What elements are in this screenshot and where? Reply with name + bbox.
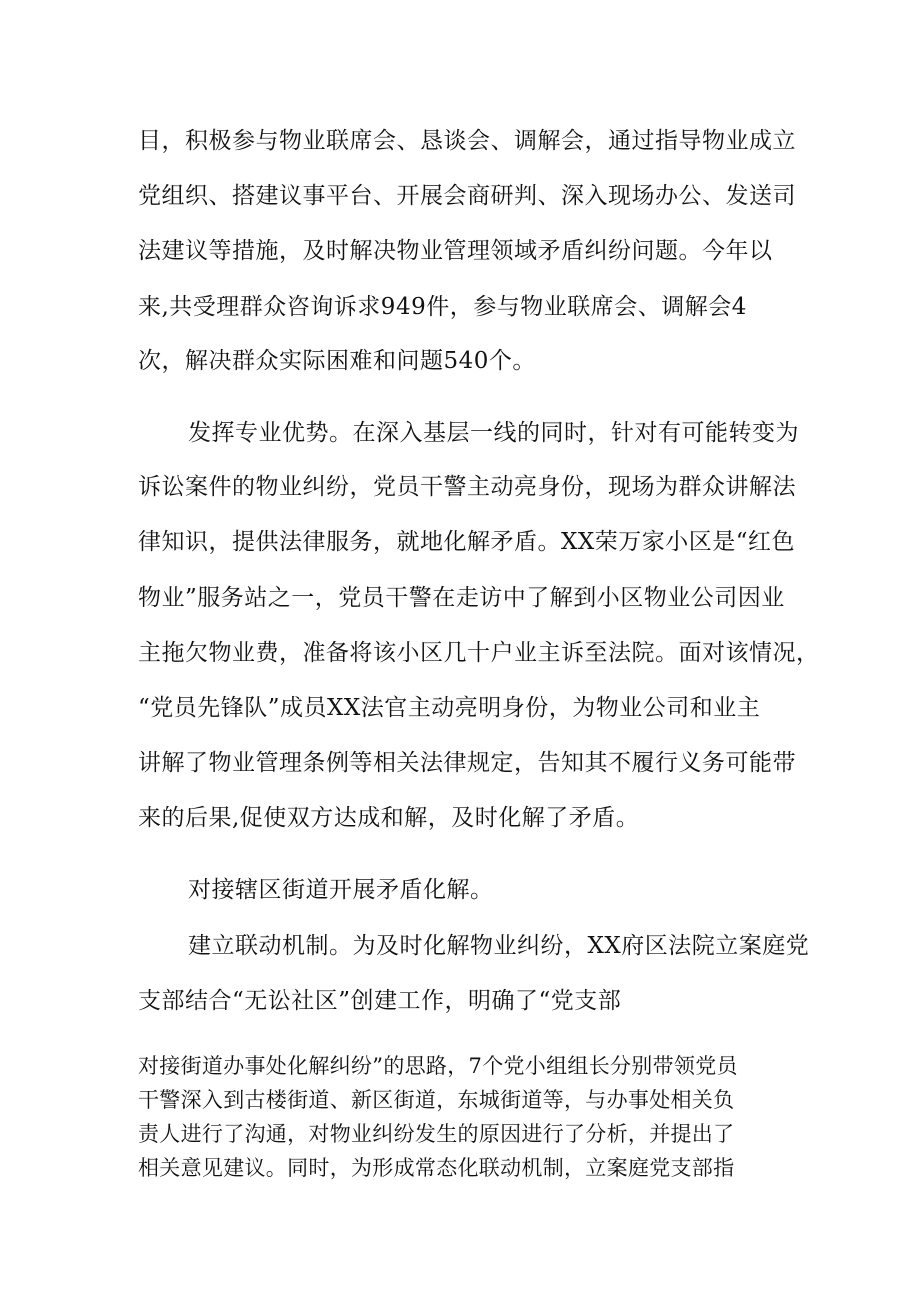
paragraph-2-line-5: 主拖欠物业费，准备将该小区几十户业主诉至法院。面对该情况，	[138, 640, 820, 666]
paragraph-1-line-2: 党组织、搭建议事平台、开展会商研判、深入现场办公、发送司	[138, 183, 796, 209]
paragraph-2-line-6: “党员先锋队”成员XX法官主动亮明身份，为物业公司和业主	[138, 695, 761, 721]
paragraph-3-line-1: 建立联动机制。为及时化解物业纠纷，XX府区法院立案庭党	[188, 933, 810, 959]
paragraph-2-line-4: 物业”服务站之一，党员干警在走访中了解到小区物业公司因业	[138, 585, 785, 611]
paragraph-2-line-2: 诉讼案件的物业纠纷，党员干警主动亮身份，现场为群众讲解法	[138, 474, 796, 500]
paragraph-2-line-8: 来的后果,促使双方达成和解，及时化解了矛盾。	[138, 805, 640, 831]
paragraph-1-line-5: 次，解决群众实际困难和问题540个。	[138, 348, 536, 374]
paragraph-1-line-3: 法建议等措施，及时解决物业管理领域矛盾纠纷问题。今年以	[138, 238, 773, 264]
paragraph-1-line-1: 目，积极参与物业联席会、恳谈会、调解会，通过指导物业成立	[138, 128, 796, 154]
paragraph-2-line-7: 讲解了物业管理条例等相关法律规定，告知其不履行义务可能带	[138, 750, 796, 776]
paragraph-4-line-1: 对接街道办事处化解纠纷”的思路，7个党小组组长分别带领党员	[138, 1054, 738, 1078]
paragraph-4-line-2: 干警深入到古楼街道、新区街道，东城街道等，与办事处相关负	[138, 1088, 735, 1112]
paragraph-4-line-3: 责人进行了沟通，对物业纠纷发生的原因进行了分析，并提出了	[138, 1122, 735, 1146]
paragraph-2-line-1: 发挥专业优势。在深入基层一线的同时，针对有可能转变为	[188, 420, 799, 446]
paragraph-2-line-3: 律知识，提供法律服务，就地化解矛盾。XX荣万家小区是“红色	[138, 529, 796, 555]
paragraph-3-line-2: 支部结合“无讼社区”创建工作，明确了“党支部	[138, 988, 622, 1014]
section-heading: 对接辖区街道开展矛盾化解。	[188, 877, 494, 903]
paragraph-1-line-4: 来,共受理群众咨询诉求949件，参与物业联席会、调解会4	[138, 294, 747, 320]
paragraph-4-line-4: 相关意见建议。同时，为形成常态化联动机制，立案庭党支部指	[138, 1156, 735, 1180]
